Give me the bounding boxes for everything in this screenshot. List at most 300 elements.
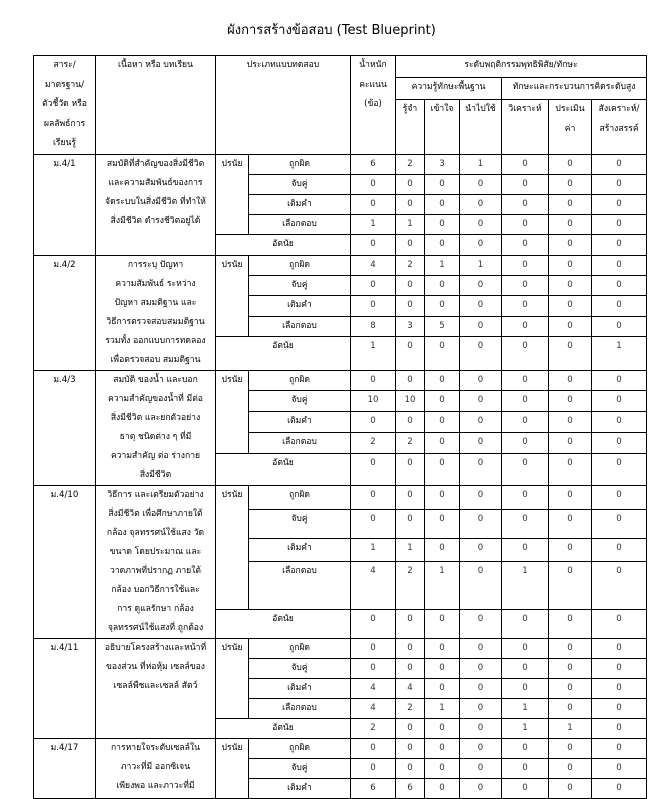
standard-code: ม.4/3 [34,370,96,485]
cell-analyze: 0 [502,658,549,678]
cell-understand: 0 [425,412,460,433]
cell-remember: 0 [396,758,425,778]
cell-create: 0 [592,255,647,275]
cell-apply: 0 [460,698,502,718]
cell-weight: 0 [351,509,396,538]
cell-weight: 4 [351,255,396,275]
cell-understand: 0 [425,638,460,658]
cell-understand: 0 [425,234,460,255]
content-line: การ ดูแลรักษา กล้อง [117,603,194,614]
objective-label: ปรนัย [216,255,249,336]
cell-apply: 0 [460,738,502,758]
cell-analyze: 0 [502,485,549,509]
cell-create: 0 [592,214,647,234]
header-level-line: สร้างสรรค์ [599,123,639,134]
cell-remember: 2 [396,154,425,174]
cell-create: 0 [592,275,647,295]
cell-remember: 0 [396,336,425,370]
cell-create: 0 [592,678,647,698]
question-type-fill-in: เติมคำ [249,412,351,433]
cell-apply: 0 [460,718,502,738]
cell-evaluate: 0 [549,433,592,454]
cell-apply: 0 [460,561,502,609]
cell-apply: 0 [460,234,502,255]
content-line: สิ่งมีชีวิต และยกตัวอย่าง [110,412,201,423]
content-line: ความสำคัญของน้ำที่ มีต่อ [108,393,203,404]
cell-analyze: 0 [502,370,549,391]
cell-weight: 4 [351,561,396,609]
cell-remember: 0 [396,174,425,194]
cell-remember: 2 [396,698,425,718]
question-type-multiple-choice: เลือกตอบ [249,316,351,336]
cell-remember: 1 [396,214,425,234]
header-standard-line: สาระ/ [53,60,76,70]
standard-code: ม.4/11 [34,638,96,738]
cell-understand: 0 [425,538,460,561]
cell-remember: 0 [396,454,425,485]
cell-weight: 0 [351,658,396,678]
cell-create: 0 [592,433,647,454]
cell-evaluate: 0 [549,336,592,370]
cell-understand: 0 [425,485,460,509]
content-line: สมบัติที่สำคัญของสิ่งมีชีวิต [106,158,205,169]
cell-weight: 0 [351,174,396,194]
question-type-multiple-choice: เลือกตอบ [249,214,351,234]
content-line: ภาวะที่มี ออกซิเจน [120,761,191,772]
cell-evaluate: 0 [549,296,592,316]
cell-create: 0 [592,316,647,336]
header-content: เนื้อหา หรือ บทเรียน [96,56,216,155]
cell-create: 0 [592,538,647,561]
content-line: ปัญหา สมมติฐาน และ [114,297,197,308]
header-standard-line: มาตรฐาน/ [44,79,85,90]
content-line: อธิบายโครงสร้างและหน้าที่ [104,642,207,653]
cell-evaluate: 0 [549,778,592,798]
cell-apply: 0 [460,391,502,412]
cell-apply: 0 [460,316,502,336]
table-row [34,154,647,174]
cell-apply: 0 [460,485,502,509]
cell-remember: 0 [396,296,425,316]
header-standard-line: ตัวชี้วัด หรือ [42,99,87,109]
cell-apply: 0 [460,433,502,454]
cell-create: 0 [592,485,647,509]
cell-understand: 0 [425,738,460,758]
cell-evaluate: 0 [549,658,592,678]
header-weight-line: น้ำหนัก [359,60,387,70]
question-type-matching: จับคู่ [249,174,351,194]
cell-create: 0 [592,698,647,718]
cell-weight: 0 [351,234,396,255]
table-header [34,56,647,155]
cell-create: 0 [592,609,647,638]
cell-remember: 0 [396,638,425,658]
header-behavior-level: ระดับพฤติกรรมพุทธิพิสัย/ทักษะ [396,56,647,78]
cell-evaluate: 1 [549,718,592,738]
content-line: ความสำคัญ ต่อ ร่างกาย [110,450,201,461]
cell-apply: 0 [460,174,502,194]
cell-weight: 0 [351,275,396,295]
cell-analyze: 0 [502,154,549,174]
cell-weight: 0 [351,638,396,658]
cell-understand: 0 [425,275,460,295]
content-line: วิธีการ และเตรียมตัวอย่าง [107,489,204,500]
question-type-matching: จับคู่ [249,275,351,295]
cell-analyze: 0 [502,758,549,778]
question-type-fill-in: เติมคำ [249,538,351,561]
objective-label: ปรนัย [216,738,249,798]
question-type-fill-in: เติมคำ [249,194,351,214]
question-type-fill-in: เติมคำ [249,778,351,798]
content-line: สิ่งมีชีวิต [139,469,172,480]
header-level-line: ประเมิน [555,104,585,115]
question-type-matching: จับคู่ [249,391,351,412]
question-type-true-false: ถูกผิด [249,255,351,275]
cell-evaluate: 0 [549,678,592,698]
content-line: เพื่อตรวจสอบ สมมติฐาน [110,354,201,365]
cell-analyze: 0 [502,412,549,433]
cell-understand: 0 [425,194,460,214]
cell-understand: 1 [425,698,460,718]
cell-evaluate: 0 [549,738,592,758]
cell-evaluate: 0 [549,370,592,391]
cell-analyze: 0 [502,678,549,698]
cell-analyze: 0 [502,214,549,234]
cell-analyze: 0 [502,609,549,638]
cell-understand: 0 [425,758,460,778]
cell-apply: 0 [460,509,502,538]
cell-evaluate: 0 [549,538,592,561]
table-row [34,638,647,658]
content-line: เพียงพอ และภาวะที่มี [116,780,195,791]
cell-evaluate: 0 [549,698,592,718]
content-line: รวมทั้ง ออกแบบการทดลอง [105,335,206,346]
header-level-line: สังเคราะห์/ [598,104,640,115]
cell-weight: 0 [351,609,396,638]
cell-apply: 0 [460,194,502,214]
table-row [34,738,647,758]
cell-understand: 1 [425,255,460,275]
cell-create: 0 [592,391,647,412]
cell-analyze: 0 [502,638,549,658]
standard-code: ม.4/10 [34,485,96,638]
cell-apply: 0 [460,336,502,370]
cell-understand: 0 [425,609,460,638]
cell-remember: 0 [396,234,425,255]
cell-remember: 0 [396,275,425,295]
cell-understand: 0 [425,718,460,738]
cell-weight: 1 [351,336,396,370]
header-level-line: เข้าใจ [430,104,454,115]
cell-understand: 3 [425,154,460,174]
objective-label: ปรนัย [216,638,249,718]
cell-analyze: 0 [502,234,549,255]
cell-apply: 0 [460,370,502,391]
content-description [96,638,216,738]
question-type-true-false: ถูกผิด [249,370,351,391]
cell-evaluate: 0 [549,234,592,255]
content-line: ขนาด โดยประมาณ และ [109,546,202,557]
cell-weight: 0 [351,296,396,316]
cell-analyze: 0 [502,538,549,561]
cell-evaluate: 0 [549,485,592,509]
cell-evaluate: 0 [549,561,592,609]
question-type-multiple-choice: เลือกตอบ [249,561,351,609]
table-row [34,370,647,391]
header-weight-line: คะแนน [359,79,387,90]
cell-weight: 0 [351,412,396,433]
content-line: เซลล์พืชและเซลล์ สัตว์ [113,680,198,691]
cell-analyze: 0 [502,174,549,194]
cell-create: 0 [592,234,647,255]
cell-weight: 10 [351,391,396,412]
cell-weight: 8 [351,316,396,336]
cell-evaluate: 0 [549,638,592,658]
cell-understand: 0 [425,370,460,391]
question-type-true-false: ถูกผิด [249,154,351,174]
cell-analyze: 0 [502,433,549,454]
content-description [96,154,216,255]
cell-apply: 0 [460,638,502,658]
cell-apply: 0 [460,658,502,678]
table-body [34,154,647,798]
cell-remember: 10 [396,391,425,412]
cell-understand: 0 [425,658,460,678]
header-weight-line: (ข้อ) [364,99,382,109]
question-type-matching: จับคู่ [249,509,351,538]
cell-remember: 0 [396,509,425,538]
cell-remember: 4 [396,678,425,698]
cell-remember: 3 [396,316,425,336]
cell-evaluate: 0 [549,758,592,778]
cell-evaluate: 0 [549,609,592,638]
cell-understand: 0 [425,433,460,454]
cell-remember: 0 [396,194,425,214]
cell-understand: 0 [425,296,460,316]
page-title: ผังการสร้างข้อสอบ (Test Blueprint) [227,23,436,38]
header-standard-line: เรียนรู้ [52,138,77,148]
content-line: สิ่งมีชีวิต ดำรงชีวิตอยู่ได้ [110,215,201,226]
cell-weight: 0 [351,485,396,509]
cell-understand: 0 [425,509,460,538]
content-description [96,370,216,485]
content-line: กล้อง จุลทรรศน์ใช้แสง วัด [106,527,205,538]
subjective-label: อัตนัย [216,234,351,255]
cell-evaluate: 0 [549,275,592,295]
cell-analyze: 0 [502,296,549,316]
subjective-label: อัตนัย [216,609,351,638]
objective-label: ปรนัย [216,370,249,454]
question-type-fill-in: เติมคำ [249,678,351,698]
cell-evaluate: 0 [549,194,592,214]
header-higher-skills: ทักษะและกระบวนการคิดระดับสูง [502,77,647,99]
header-level-evaluate [549,100,592,154]
cell-create: 0 [592,638,647,658]
content-line: ของส่วน ที่ห่อหุ้ม เซลล์ของ [106,661,205,672]
cell-analyze: 1 [502,561,549,609]
header-level-line: ค่า [564,123,576,134]
cell-remember: 0 [396,412,425,433]
table-row [34,255,647,275]
cell-apply: 0 [460,412,502,433]
cell-evaluate: 0 [549,454,592,485]
cell-apply: 1 [460,255,502,275]
cell-remember: 0 [396,370,425,391]
cell-evaluate: 0 [549,391,592,412]
header-level-understand [425,100,460,154]
content-line: วิธีการตรวจสอบสมมติฐาน [106,316,205,327]
question-type-true-false: ถูกผิด [249,485,351,509]
header-level-line: วิเคราะห์ [508,104,542,115]
cell-weight: 1 [351,538,396,561]
cell-evaluate: 0 [549,174,592,194]
content-line: และความสัมพันธ์ของการ [108,177,203,188]
cell-remember: 0 [396,609,425,638]
cell-evaluate: 0 [549,316,592,336]
test-blueprint-table [33,55,647,799]
cell-evaluate: 0 [549,255,592,275]
cell-analyze: 0 [502,391,549,412]
question-type-multiple-choice: เลือกตอบ [249,698,351,718]
cell-remember: 2 [396,433,425,454]
cell-apply: 0 [460,758,502,778]
content-description [96,485,216,638]
question-type-true-false: ถูกผิด [249,738,351,758]
subjective-label: อัตนัย [216,718,351,738]
header-level-line: นำไปใช้ [465,104,496,115]
header-test-type: ประเภทแบบทดสอบ [216,56,351,155]
standard-code: ม.4/1 [34,154,96,255]
cell-apply: 0 [460,214,502,234]
cell-remember: 0 [396,718,425,738]
header-level-remember [396,100,425,154]
cell-analyze: 0 [502,255,549,275]
content-line: สิ่งมีชีวิต เพื่อศึกษาภายใต้ [108,508,203,519]
question-type-fill-in: เติมคำ [249,296,351,316]
standard-code: ม.4/17 [34,738,96,798]
cell-weight: 4 [351,678,396,698]
cell-create: 0 [592,154,647,174]
cell-understand: 0 [425,336,460,370]
cell-understand: 0 [425,454,460,485]
content-line: จุลทรรศน์ใช้แสงที่ ถูกต้อง [107,622,204,633]
cell-weight: 6 [351,778,396,798]
cell-create: 0 [592,718,647,738]
cell-create: 0 [592,561,647,609]
cell-create: 0 [592,778,647,798]
cell-create: 0 [592,758,647,778]
content-line: วาดภาพที่ปรากฏ ภายใต้ [110,565,201,576]
cell-analyze: 1 [502,698,549,718]
cell-remember: 0 [396,485,425,509]
cell-understand: 0 [425,214,460,234]
question-type-true-false: ถูกผิด [249,638,351,658]
cell-create: 0 [592,454,647,485]
cell-weight: 0 [351,738,396,758]
cell-weight: 1 [351,214,396,234]
cell-create: 0 [592,194,647,214]
cell-weight: 6 [351,154,396,174]
cell-understand: 0 [425,391,460,412]
cell-understand: 0 [425,174,460,194]
cell-apply: 0 [460,538,502,561]
cell-analyze: 0 [502,738,549,758]
cell-weight: 0 [351,454,396,485]
content-line: ธาตุ ชนิดต่าง ๆ ที่มี [119,431,192,442]
cell-remember: 2 [396,561,425,609]
cell-weight: 4 [351,698,396,718]
cell-weight: 2 [351,433,396,454]
cell-analyze: 0 [502,275,549,295]
content-description [96,255,216,370]
content-description [96,738,216,798]
cell-apply: 0 [460,778,502,798]
cell-weight: 0 [351,194,396,214]
header-basic-skills: ความรู้ทักษะพื้นฐาน [396,77,502,99]
cell-understand: 0 [425,778,460,798]
objective-label: ปรนัย [216,154,249,234]
cell-evaluate: 0 [549,214,592,234]
objective-label: ปรนัย [216,485,249,609]
cell-weight: 0 [351,758,396,778]
content-line: ความสัมพันธ์ ระหว่าง [115,278,196,289]
cell-remember: 1 [396,538,425,561]
subjective-label: อัตนัย [216,454,351,485]
header-level-analyze [502,100,549,154]
content-line: การหายใจระดับเซลล์ใน [110,742,201,753]
cell-remember: 0 [396,658,425,678]
cell-evaluate: 0 [549,509,592,538]
cell-apply: 0 [460,454,502,485]
content-line: การระบุ ปัญหา [127,259,184,270]
cell-understand: 0 [425,678,460,698]
table-row [34,485,647,509]
cell-remember: 0 [396,738,425,758]
cell-create: 0 [592,658,647,678]
cell-remember: 6 [396,778,425,798]
cell-apply: 0 [460,609,502,638]
cell-create: 1 [592,336,647,370]
cell-analyze: 0 [502,336,549,370]
cell-apply: 1 [460,154,502,174]
cell-create: 0 [592,370,647,391]
header-standard [34,56,96,155]
subjective-label: อัตนัย [216,336,351,370]
header-level-line: รู้จำ [402,104,418,115]
cell-remember: 2 [396,255,425,275]
question-type-matching: จับคู่ [249,658,351,678]
header-level-apply [460,100,502,154]
cell-create: 0 [592,509,647,538]
cell-create: 0 [592,174,647,194]
cell-understand: 5 [425,316,460,336]
header-weight [351,56,396,155]
question-type-matching: จับคู่ [249,758,351,778]
content-line: สมบัติ ของน้ำ และบอก [113,374,198,385]
cell-apply: 0 [460,296,502,316]
cell-apply: 0 [460,275,502,295]
cell-understand: 1 [425,561,460,609]
cell-evaluate: 0 [549,154,592,174]
cell-weight: 0 [351,370,396,391]
cell-apply: 0 [460,678,502,698]
content-line: กล้อง บอกวิธีการใช้และ [111,584,200,595]
cell-analyze: 0 [502,509,549,538]
cell-create: 0 [592,412,647,433]
cell-analyze: 0 [502,316,549,336]
cell-analyze: 0 [502,778,549,798]
cell-analyze: 0 [502,454,549,485]
